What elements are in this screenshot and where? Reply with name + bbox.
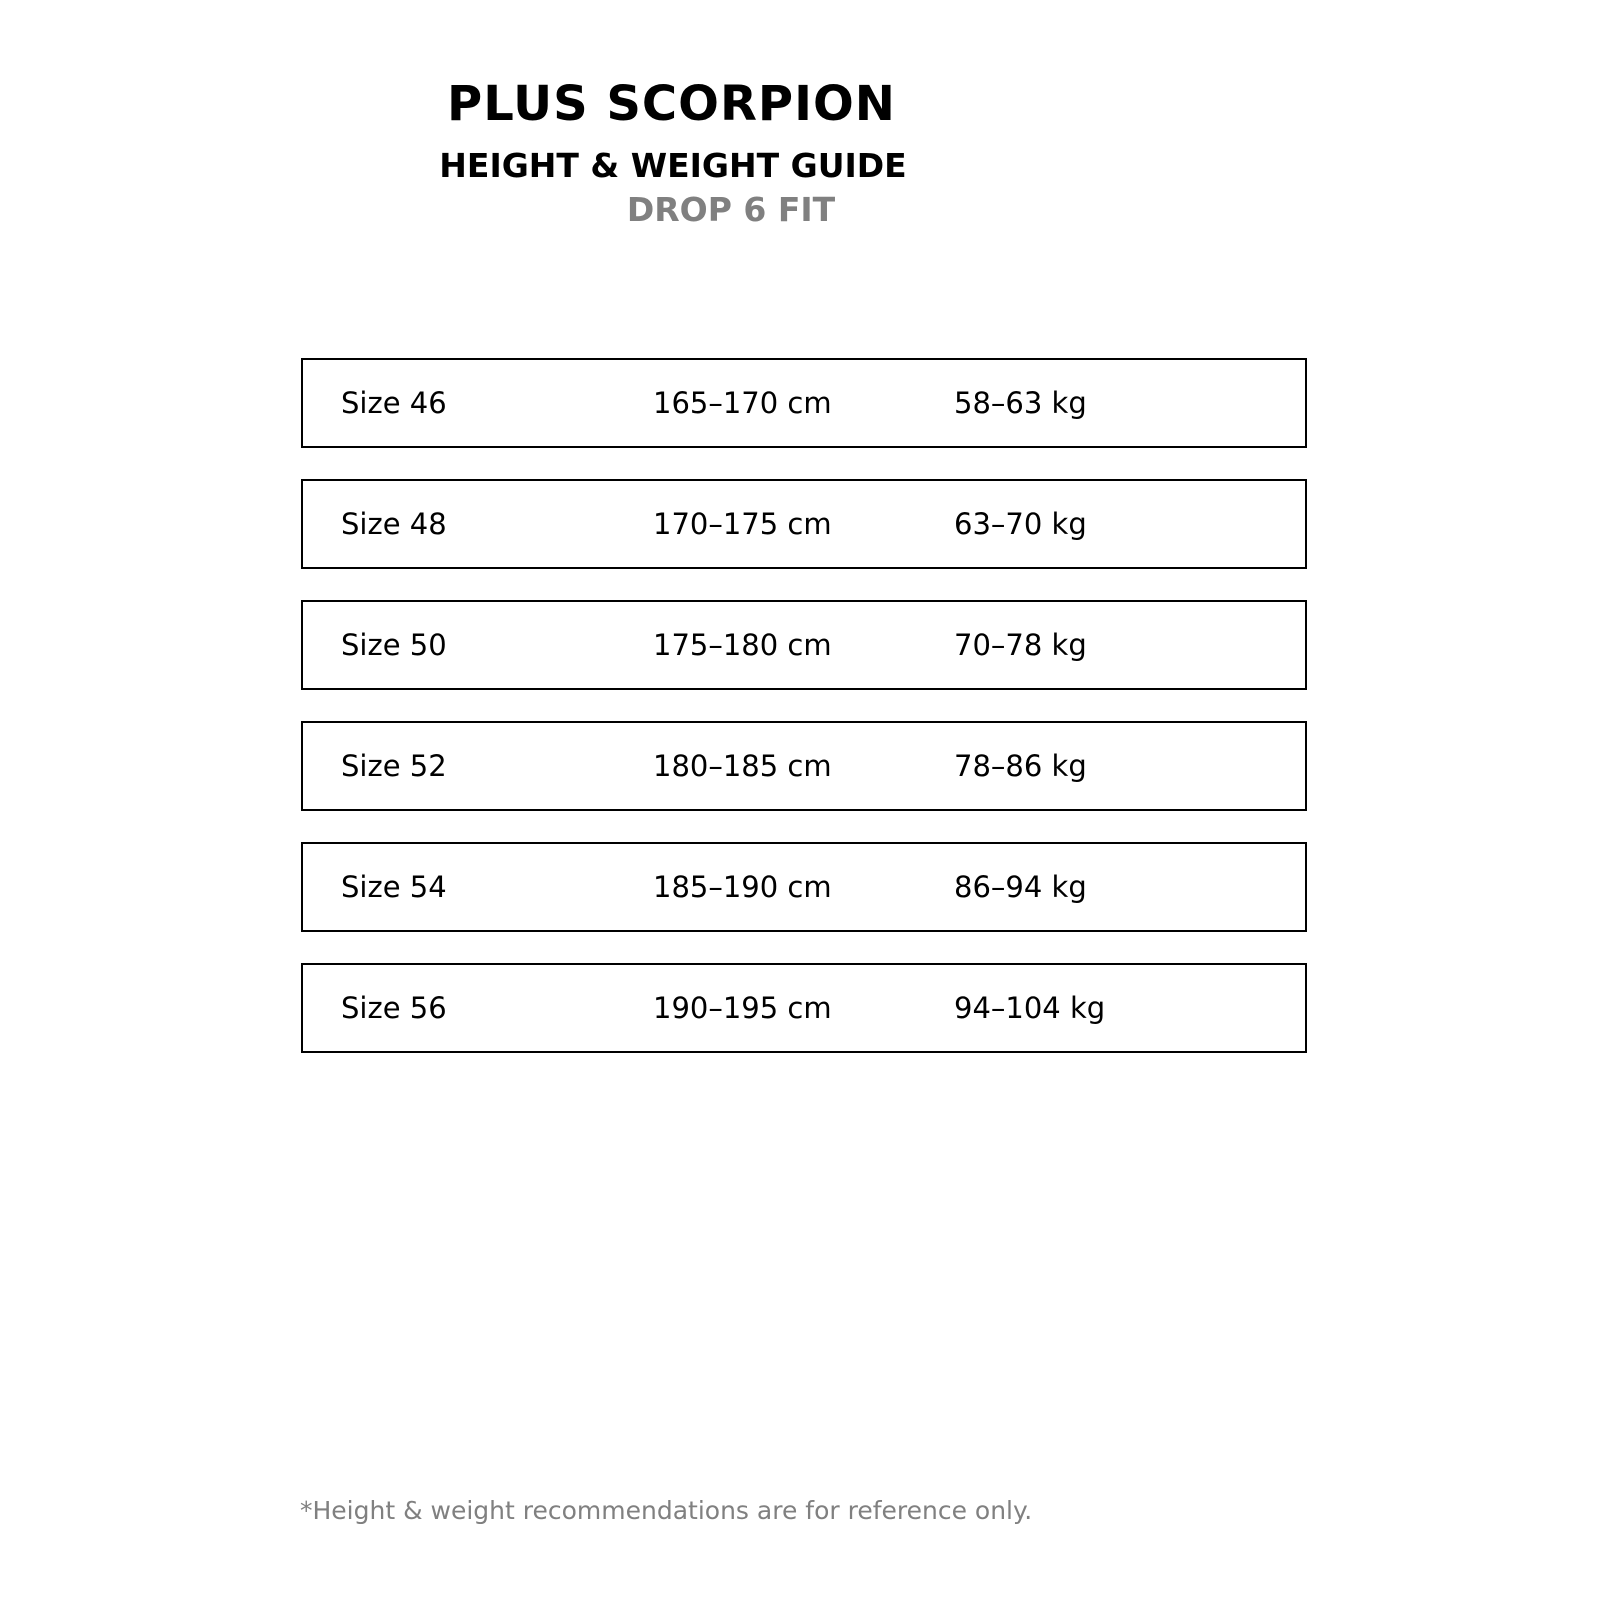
- size-label: Size 54: [341, 870, 447, 904]
- size-label: Size 50: [341, 628, 447, 662]
- size-label: Size 46: [341, 386, 447, 420]
- size-label: Size 52: [341, 749, 447, 783]
- height-range: 190–195 cm: [653, 991, 832, 1025]
- size-row: [301, 842, 1307, 932]
- weight-range: 78–86 kg: [954, 749, 1087, 783]
- size-table: [301, 358, 1307, 1084]
- weight-range: 94–104 kg: [954, 991, 1106, 1025]
- weight-range: 86–94 kg: [954, 870, 1087, 904]
- size-row: [301, 600, 1307, 690]
- size-row: [301, 479, 1307, 569]
- height-range: 175–180 cm: [653, 628, 832, 662]
- size-row: [301, 721, 1307, 811]
- page-title: PLUS SCORPION: [447, 76, 896, 132]
- weight-range: 58–63 kg: [954, 386, 1087, 420]
- weight-range: 63–70 kg: [954, 507, 1087, 541]
- weight-range: 70–78 kg: [954, 628, 1087, 662]
- size-row: [301, 963, 1307, 1053]
- size-row: [301, 358, 1307, 448]
- size-label: Size 56: [341, 991, 447, 1025]
- height-range: 185–190 cm: [653, 870, 832, 904]
- reference-footnote: *Height & weight recommendations are for reference only.: [300, 1496, 1033, 1525]
- size-label: Size 48: [341, 507, 447, 541]
- guide-subtitle: HEIGHT & WEIGHT GUIDE: [439, 146, 907, 185]
- fit-label: DROP 6 FIT: [626, 190, 836, 229]
- height-range: 165–170 cm: [653, 386, 832, 420]
- height-range: 180–185 cm: [653, 749, 832, 783]
- height-range: 170–175 cm: [653, 507, 832, 541]
